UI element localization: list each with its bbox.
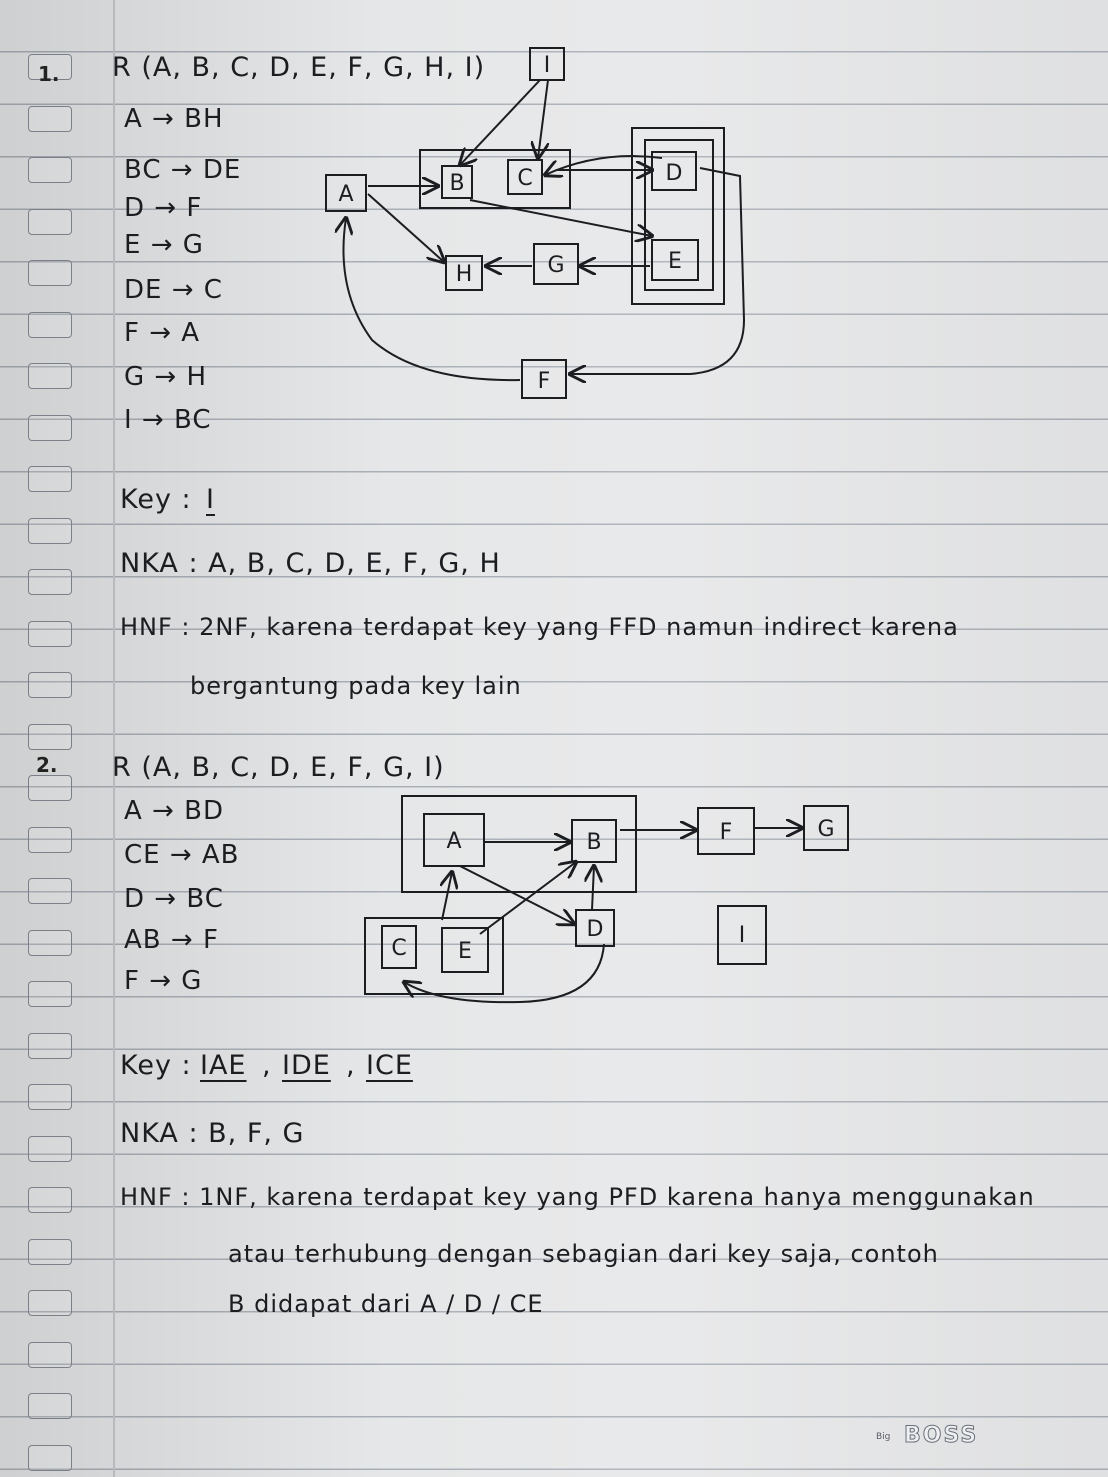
svg-text:F: F bbox=[537, 369, 551, 394]
arrow-ce-a bbox=[442, 872, 452, 920]
problem-1-number: 1. bbox=[38, 62, 60, 86]
problem-1-hnf-line-2: bergantung pada key lain bbox=[190, 672, 522, 700]
problem-2-number: 2. bbox=[36, 753, 58, 777]
svg-text:A: A bbox=[338, 182, 354, 207]
svg-text:E: E bbox=[458, 939, 472, 964]
svg-text:D: D bbox=[665, 161, 683, 186]
problem-2-relation: R (A, B, C, D, E, F, G, I) bbox=[112, 752, 445, 783]
notebook-page: 1. R (A, B, C, D, E, F, G, H, I) A → BH BC → DE D → F E → G DE → C F → A G → H I → BC Key : I NKA : A, B, C, D, E, F, G, H HNF : 2NF, karena terdapat key yang FFD namun indirect karena bergantung pada key lain 2. R (A, B, C, D, E, F, G, I) A → BD CE → AB D → BC AB → F F → G Key : IAE , IDE , ICE NKA : B, F, G HNF : 1NF, karena terdapat key yang PFD karena hanya menggunakan atau terhubung dengan sebagian dari key saja, contoh B didapat dari A / D / CE I A B C D E H G F A B F G C E D I Big BOSS bbox=[0, 0, 1108, 1477]
arrow-a-d bbox=[460, 866, 574, 924]
svg-text:C: C bbox=[517, 166, 533, 191]
node-e bbox=[442, 928, 488, 972]
problem-1-fd: A → BH bbox=[124, 104, 224, 134]
problem-2-key-1: IAE bbox=[200, 1050, 247, 1081]
svg-text:I: I bbox=[738, 923, 746, 948]
diagram-2-nodes bbox=[382, 806, 848, 972]
svg-text:E: E bbox=[668, 249, 682, 274]
diagram-2-group-boxes bbox=[365, 796, 636, 994]
problem-1-fd: BC → DE bbox=[124, 155, 242, 185]
arrow-d-b bbox=[592, 866, 594, 910]
node-d bbox=[576, 910, 614, 946]
problem-2-key-3: ICE bbox=[366, 1050, 413, 1081]
svg-text:I: I bbox=[543, 53, 551, 78]
problem-2-fd: F → G bbox=[124, 966, 203, 996]
problem-1-fd: I → BC bbox=[124, 405, 212, 435]
problem-2-hnf-line-2: atau terhubung dengan sebagian dari key saja, contoh bbox=[228, 1240, 939, 1268]
problem-2-nka: NKA : B, F, G bbox=[120, 1118, 305, 1149]
key-separator: , bbox=[346, 1050, 356, 1081]
problem-1-fd: D → F bbox=[124, 193, 203, 223]
key-separator: , bbox=[262, 1050, 272, 1081]
problem-2-hnf-line-1: HNF : 1NF, karena terdapat key yang PFD karena hanya menggunakan bbox=[120, 1183, 1035, 1211]
svg-text:B: B bbox=[449, 171, 465, 196]
node-f bbox=[698, 808, 754, 854]
problem-2-fd: AB → F bbox=[124, 925, 219, 955]
problem-2-fd: CE → AB bbox=[124, 840, 240, 870]
problem-2-fd: D → BC bbox=[124, 884, 224, 914]
problem-1-fd: G → H bbox=[124, 362, 208, 392]
svg-text:D: D bbox=[586, 917, 604, 942]
problem-2-key-label: Key : bbox=[120, 1050, 192, 1081]
node-i bbox=[718, 906, 766, 964]
problem-1-fd: DE → C bbox=[124, 275, 223, 305]
svg-text:H: H bbox=[455, 262, 473, 287]
node-a bbox=[424, 814, 484, 866]
svg-text:F: F bbox=[719, 820, 733, 845]
problem-1-fd: F → A bbox=[124, 318, 201, 348]
problem-1-hnf-line-1: HNF : 2NF, karena terdapat key yang FFD namun indirect karena bbox=[120, 613, 959, 641]
svg-text:G: G bbox=[817, 817, 835, 842]
svg-text:A: A bbox=[446, 829, 462, 854]
problem-1-nka: NKA : A, B, C, D, E, F, G, H bbox=[120, 548, 501, 579]
svg-text:G: G bbox=[547, 253, 565, 278]
arrow-ce-b bbox=[480, 862, 576, 934]
problem-1-fd: E → G bbox=[124, 230, 204, 260]
node-g bbox=[804, 806, 848, 850]
problem-2-fd: A → BD bbox=[124, 796, 224, 826]
problem-2-hnf-line-3: B didapat dari A / D / CE bbox=[228, 1290, 544, 1318]
problem-1-key-value: I bbox=[206, 484, 215, 515]
node-b bbox=[572, 820, 616, 862]
problem-2-key-2: IDE bbox=[282, 1050, 331, 1081]
problem-1-key-label: Key : bbox=[120, 484, 192, 515]
svg-text:C: C bbox=[391, 936, 407, 961]
node-c bbox=[382, 926, 416, 968]
problem-1-relation: R (A, B, C, D, E, F, G, H, I) bbox=[112, 52, 486, 83]
svg-text:B: B bbox=[586, 830, 602, 855]
group-box-ce bbox=[365, 918, 503, 994]
